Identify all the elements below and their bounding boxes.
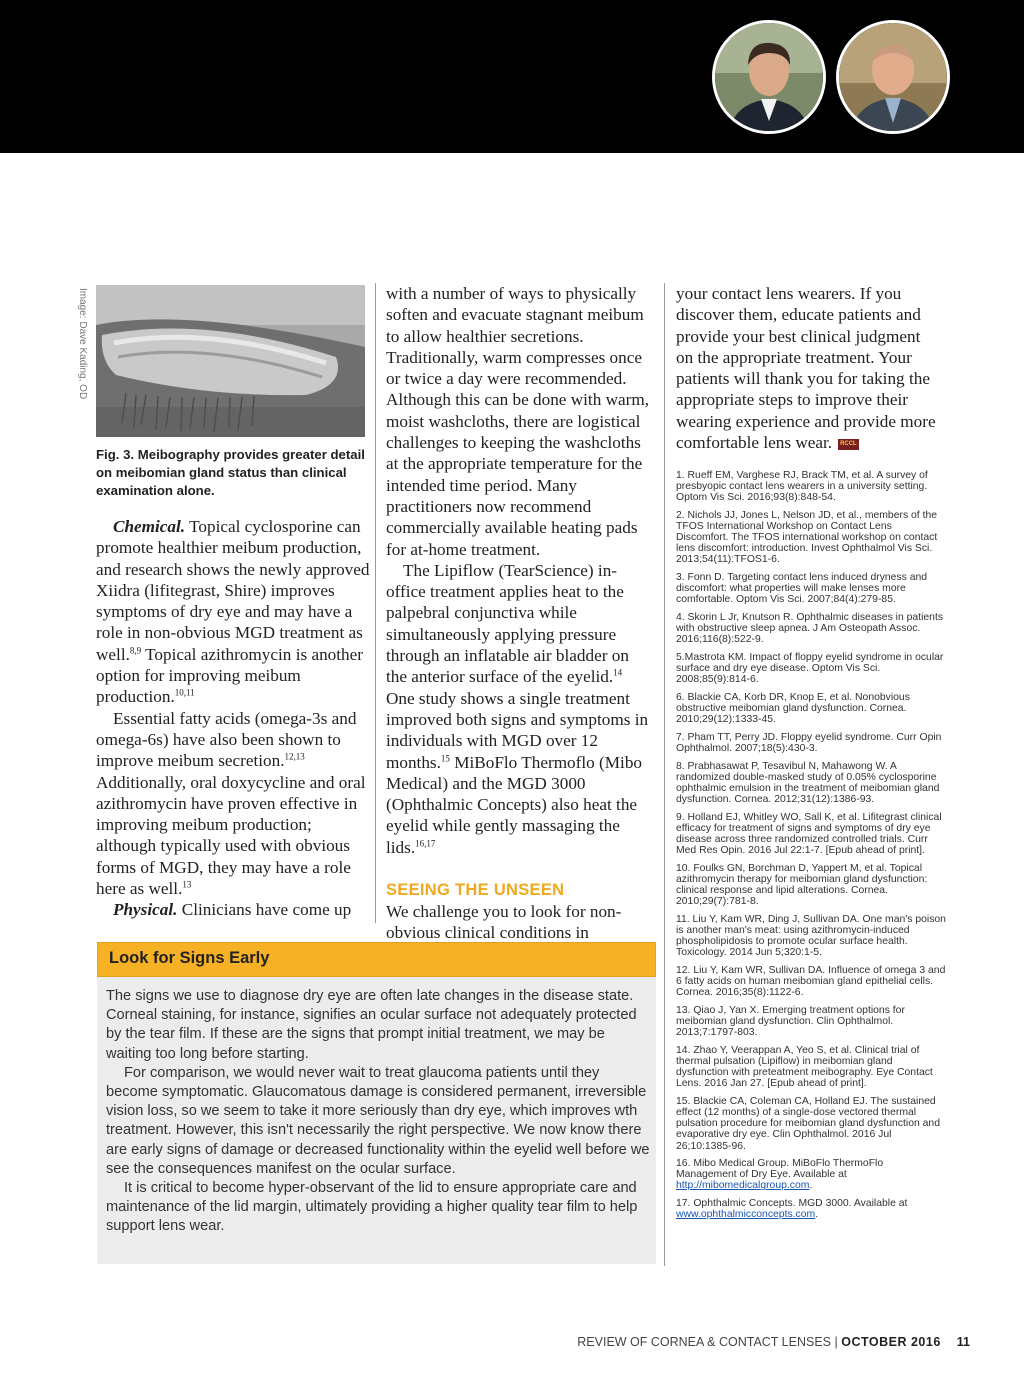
citation: 16,17 bbox=[415, 837, 436, 848]
reference-item: 1. Rueff EM, Varghese RJ, Brack TM, et al. A survey of presbyopic contact lens wearers in a university setting. Optom Vis Sci. 2016;93(8):848-54. bbox=[676, 470, 928, 504]
paragraph: with a number of ways to physically soften and evacuate stagnant meibum to allow healthier secretions. Traditionally, warm compresses once or twice a day were recommended. Although this can be done with warm, moist washcloths, there are logistical challenges to keeping the washcloths at the appropriate temperature for the intended time period. Many practitioners now recommend commercially available heating pads for at-home treatment. bbox=[386, 284, 650, 559]
citation: 10,11 bbox=[174, 687, 195, 698]
author-portrait-icon bbox=[839, 23, 947, 131]
column-divider bbox=[375, 283, 376, 923]
reference-item: 6. Blackie CA, Korb DR, Knop E, et al. Nonobvious obstructive meibomian gland dysfunction. Cornea. 2010;29(12):1333-45. bbox=[676, 692, 910, 726]
reference-list bbox=[676, 470, 946, 1227]
sidebar-box bbox=[97, 942, 656, 1264]
sidebar-title: Look for Signs Early bbox=[109, 949, 270, 967]
image-credit: Image: Dave Kading, OD bbox=[77, 288, 88, 400]
reference-item: 12. Liu Y, Kam WR, Sullivan DA. Influence of omega 3 and 6 fatty acids on human meibomian gland epithelial cells. Cornea. 2016;35(8):1122-6. bbox=[676, 965, 946, 999]
paragraph: The Lipiflow (TearScience) in-office treatment applies heat to the palpebral conjunctiva while simultaneously applying pressure through an inflatable air bladder on the anterior surface of the eyelid.$^{14}$ One study shows a single treatment improved both signs and symptoms in individuals with MGD over 12 months.$^{15}$ MiBoFlo Thermoflo (Mibo Medical) and the MGD 3000 (Ophthalmic Concepts) also heat the eyelid while gently massaging the lids.$^{16,17}$ bbox=[386, 560, 649, 857]
reference-item: 13. Qiao J, Yan X. Emerging treatment options for meibomian gland dysfunction. Clin Ophthalmol. 2013;7:1797-803. bbox=[676, 1005, 905, 1039]
citation: 12,13 bbox=[284, 751, 305, 762]
author-photo-2 bbox=[836, 20, 950, 134]
publication-name: REVIEW OF CORNEA & CONTACT LENSES bbox=[577, 1335, 832, 1349]
sidebar-header bbox=[97, 942, 656, 977]
sidebar-paragraph: The signs we use to diagnose dry eye are often late changes in the disease state. Corneal staining, for instance, signifies an ocular surface not adequately protected by the tear film. If these are the signs that prompt initial treatment, we may be waiting too long before starting. bbox=[106, 988, 637, 1062]
section-heading: SEEING THE UNSEEN bbox=[386, 881, 565, 900]
reference-item: 4. Skorin L Jr, Knutson R. Ophthalmic diseases in patients with obstructive sleep apnea. J Am Osteopath Assoc. 2016;116(8):522-9. bbox=[676, 612, 944, 646]
paragraph: We challenge you to look for non-obvious clinical conditions in bbox=[386, 902, 622, 943]
meibography-eyelid-icon bbox=[96, 285, 365, 437]
reference-item: 16. Mibo Medical Group. MiBoFlo ThermoFlo Management of Dry Eye. Available at http://mibomedicalgroup.com. bbox=[676, 1158, 884, 1192]
sidebar-paragraph: For comparison, we would never wait to treat glaucoma patients until they become symptomatic. Glaucomatous damage is considered permanent, irreversible vision loss, so we seem to take it more seriously than dry eye, which improves wth treatment. However, this isn't necessarily the right perspective. We now know there are early signs of damage or decreased functionality within the eyelid well before we see the consequences manifest on the ocular surface. bbox=[106, 1064, 650, 1177]
sidebar-paragraph: It is critical to become hyper-observant of the lid to ensure appropriate care and maintenance of the lid margin, ultimately providing a higher quality tear film to help support lens wear. bbox=[106, 1180, 638, 1235]
meibography-image bbox=[96, 285, 365, 437]
paragraph: Essential fatty acids (omega-3s and omega-6s) have also been shown to improve meibum secretion.$^{12,13}$ Additionally, oral doxycycline and oral azithromycin have proven effective in improving meibum production; although typically used with obvious forms of MGD, they may have a role here as well.$^{13}$ bbox=[96, 708, 366, 899]
reference-link[interactable]: www.ophthalmicconcepts.com bbox=[676, 1209, 816, 1221]
page-footer: REVIEW OF CORNEA & CONTACT LENSES | OCTOBER 2016 11 bbox=[577, 1335, 970, 1349]
reference-item: 2. Nichols JJ, Jones L, Nelson JD, et al., members of the TFOS International Workshop on Contact Lens Discomfort. The TFOS international workshop on contact lens discomfort: introduction. Invest Ophthalmol Vis Sci. 2013;54(11):TFOS1-6. bbox=[676, 509, 938, 566]
reference-item: 8. Prabhasawat P, Tesavibul N, Mahawong W. A randomized double-masked study of 0.05% cyclosporine ophthalmic emulsion in the treatment of meibomian gland dysfunction. Cornea. 2012;31(12):1386-93. bbox=[676, 760, 940, 806]
reference-item: 17. Ophthalmic Concepts. MGD 3000. Available at www.ophthalmicconcepts.com. bbox=[676, 1198, 908, 1221]
paragraph: Physical. Clinicians have come up bbox=[113, 900, 352, 920]
paragraph-lead: Physical. bbox=[113, 900, 178, 920]
author-portrait-icon bbox=[715, 23, 823, 131]
column-2 bbox=[386, 283, 652, 944]
citation: 14 bbox=[613, 667, 623, 678]
reference-item: 11. Liu Y, Kam WR, Ding J, Sullivan DA. One man's poison is another man's meat: using azithromycin-induced phospholipidosis to promote ocular surface health. Toxicology. 2014 Jun 5;320:1-5. bbox=[676, 914, 946, 959]
reference-item: 10. Foulks GN, Borchman D, Yappert M, et al. Topical azithromycin therapy for meibomian gland dysfunction: clinical response and lipid alterations. Cornea. 2010;29(7):781-8. bbox=[676, 863, 928, 908]
paragraph: your contact lens wearers. If you discover them, educate patients and provide your best clinical judgment on the appropriate treatment. Your patients will thank you for taking the appropriate steps to improve their wearing experience and provide more comfortable lens wear. RCCL bbox=[676, 284, 936, 453]
citation: 8,9 bbox=[129, 645, 142, 656]
end-mark-icon: RCCL bbox=[838, 439, 859, 450]
reference-item: 14. Zhao Y, Veerappan A, Yeo S, et al. Clinical trial of thermal pulsation (Lipiflow) in meibomian gland dysfunction with preteatment meibography. Eye Contact Lens. 2016 Jan 27. [Epub ahead of print]. bbox=[676, 1045, 933, 1090]
column-1 bbox=[96, 516, 370, 921]
paragraph: Chemical. Topical cyclosporine can promote healthier meibum production, and research shows the newly approved Xiidra (lifitegrast, Shire) improves symptoms of dry eye and may have a role in non-obvious MGD treatment as well.$^{8,9}$ Topical azithromycin is another option for improving meibum production.$^{10,11}$ bbox=[96, 517, 370, 707]
sidebar-body bbox=[106, 987, 651, 1237]
reference-item: 15. Blackie CA, Coleman CA, Holland EJ. The sustained effect (12 months) of a single-dose vectored thermal pulsation procedure for meibomian gland dysfunction and evaporative dry eye. Clin Ophthalmol. 2016 Jul 26;10:1385-96. bbox=[676, 1096, 940, 1152]
figure-caption: Fig. 3. Meibography provides greater detail on meibomian gland status than clinical examination alone. bbox=[96, 447, 365, 498]
reference-item: 5.Mastrota KM. Impact of floppy eyelid syndrome in ocular surface and dry eye disease. Optom Vis Sci. 2008;85(9):814-6. bbox=[676, 652, 944, 686]
citation: 13 bbox=[182, 879, 192, 890]
header-banner bbox=[0, 0, 1024, 153]
column-3 bbox=[676, 283, 938, 453]
issue-date: OCTOBER 2016 bbox=[841, 1335, 941, 1349]
reference-item: 3. Fonn D. Targeting contact lens induced dryness and discomfort: what properties will make lenses more comfortable. Optom Vis Sci. 2007;84(4):279-85. bbox=[676, 572, 928, 606]
author-photo-1 bbox=[712, 20, 826, 134]
reference-link[interactable]: http://mibomedicalgroup.com bbox=[676, 1180, 810, 1192]
paragraph-lead: Chemical. bbox=[113, 517, 186, 536]
reference-item: 7. Pham TT, Perry JD. Floppy eyelid syndrome. Curr Opin Ophthalmol. 2007;18(5):430-3. bbox=[676, 732, 942, 755]
page-number: 11 bbox=[956, 1335, 970, 1349]
column-divider bbox=[664, 283, 665, 1266]
reference-item: 9. Holland EJ, Whitley WO, Sall K, et al. Lifitegrast clinical efficacy for treatment of signs and symptoms of dry eye disease across three randomized controlled trials. Curr Med Res Opin. 2016 Jul 22:1-7. [Epub ahead of print]. bbox=[676, 811, 942, 857]
citation: 15 bbox=[440, 752, 450, 763]
